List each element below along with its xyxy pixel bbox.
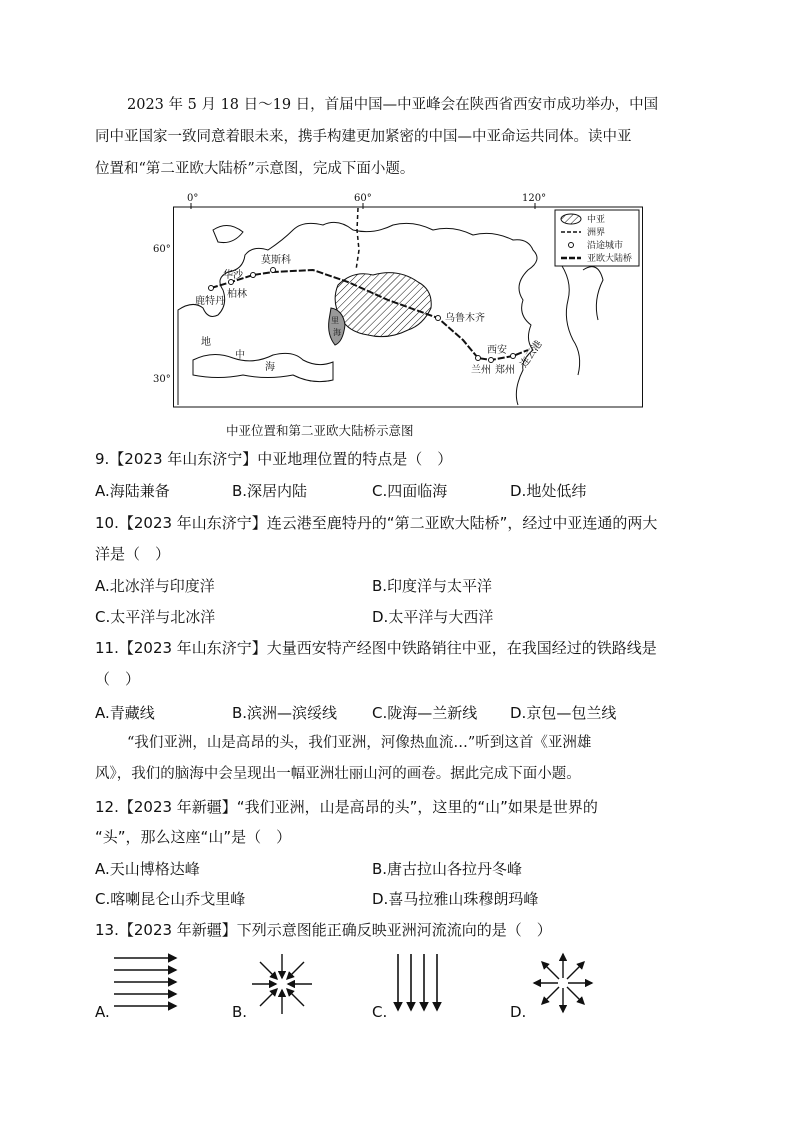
map-caption: 中亚位置和第二亚欧大陆桥示意图 bbox=[226, 423, 414, 438]
legend-label: 洲界 bbox=[587, 228, 606, 238]
q12-option-a[interactable]: A.天山博格达峰 bbox=[95, 860, 200, 878]
q11-option-c[interactable]: C.陇海—兰新线 bbox=[372, 704, 478, 722]
q9-option-d[interactable]: D.地处低纬 bbox=[510, 482, 587, 500]
q13-diagram-b bbox=[250, 952, 314, 1016]
sea-label: 海 bbox=[265, 362, 275, 373]
q10-option-b[interactable]: B.印度洋与太平洋 bbox=[372, 577, 493, 595]
q11-option-a[interactable]: A.青藏线 bbox=[95, 704, 155, 722]
q9-option-c[interactable]: C.四面临海 bbox=[372, 482, 448, 500]
city-label-zhengzhou: 郑州 bbox=[495, 365, 515, 376]
q9-option-a[interactable]: A.海陆兼备 bbox=[95, 482, 170, 500]
lon-label-0: 0° bbox=[187, 193, 199, 204]
sea-label: 中 bbox=[235, 350, 245, 361]
city-label-moscow: 莫斯科 bbox=[261, 255, 291, 266]
city-marker bbox=[436, 316, 441, 321]
intro-paragraph-line: “我们亚洲，山是高昂的头，我们亚洲，河像热血流…”听到这首《亚洲雄 bbox=[127, 735, 592, 751]
q10-option-d[interactable]: D.太平洋与大西洋 bbox=[372, 608, 494, 626]
question-11-stem-cont: （ ） bbox=[95, 670, 141, 688]
lat-label-60: 60° bbox=[153, 244, 171, 255]
q13-option-d[interactable]: D. bbox=[510, 1003, 527, 1021]
city-marker bbox=[209, 286, 214, 291]
city-label-lanzhou: 兰州 bbox=[471, 365, 491, 376]
caspian-label: 里 bbox=[331, 316, 339, 325]
city-marker bbox=[511, 354, 516, 359]
city-marker bbox=[489, 358, 494, 363]
city-marker bbox=[271, 268, 276, 273]
city-marker bbox=[476, 356, 481, 361]
intro-paragraph-line: 同中亚国家一致同意着眼未来，携手构建更加紧密的中国—中亚命运共同体。读中亚 bbox=[95, 129, 632, 145]
q11-option-b[interactable]: B.滨洲—滨绥线 bbox=[232, 704, 338, 722]
lon-label-60: 60° bbox=[354, 193, 372, 204]
question-11-stem: 11.【2023 年山东济宁】大量西安特产经图中铁路销往中亚，在我国经过的铁路线是 bbox=[95, 639, 657, 657]
legend-label: 中亚 bbox=[587, 215, 606, 225]
map-svg bbox=[153, 190, 643, 410]
legend-label: 亚欧大陆桥 bbox=[587, 254, 633, 264]
question-12-stem-cont: “头”，那么这座“山”是（ ） bbox=[95, 828, 292, 846]
central-asia-map bbox=[153, 190, 643, 410]
intro-paragraph-line: 位置和“第二亚欧大陆桥”示意图，完成下面小题。 bbox=[95, 161, 415, 177]
intro-paragraph-line: 风》，我们的脑海中会呈现出一幅亚洲壮丽山河的画卷。据此完成下面小题。 bbox=[95, 766, 581, 782]
q12-option-d[interactable]: D.喜马拉雅山珠穆朗玛峰 bbox=[372, 890, 539, 908]
q9-option-b[interactable]: B.深居内陆 bbox=[232, 482, 308, 500]
q12-option-c[interactable]: C.喀喇昆仑山乔戈里峰 bbox=[95, 890, 246, 908]
q10-option-c[interactable]: C.太平洋与北冰洋 bbox=[95, 608, 216, 626]
intro-paragraph-line: 2023 年 5 月 18 日～19 日，首届中国—中亚峰会在陕西省西安市成功举办，中国 bbox=[127, 97, 659, 113]
lon-label-120: 120° bbox=[522, 193, 547, 204]
map-legend bbox=[555, 210, 639, 266]
q13-diagram-c bbox=[392, 950, 444, 1016]
lat-label-30: 30° bbox=[153, 374, 171, 385]
city-label-lianyungang: 连云港 bbox=[518, 338, 545, 370]
q11-option-d[interactable]: D.京包—包兰线 bbox=[510, 704, 617, 722]
question-9-stem: 9.【2023 年山东济宁】中亚地理位置的特点是（ ） bbox=[95, 450, 453, 468]
q13-option-b[interactable]: B. bbox=[232, 1003, 248, 1021]
q13-option-a[interactable]: A. bbox=[95, 1003, 110, 1021]
legend-city-icon bbox=[569, 243, 574, 248]
city-label-urumqi: 乌鲁木齐 bbox=[445, 313, 485, 324]
legend-central-asia-icon bbox=[561, 214, 581, 224]
city-label-berlin: 柏林 bbox=[227, 289, 247, 300]
city-label-rotterdam: 鹿特丹 bbox=[195, 296, 225, 307]
q13-diagram-a bbox=[110, 952, 182, 1010]
city-label-warsaw: 华沙 bbox=[223, 270, 243, 281]
city-marker bbox=[251, 273, 256, 278]
q12-option-b[interactable]: B.唐古拉山各拉丹冬峰 bbox=[372, 860, 523, 878]
question-10-stem: 10.【2023 年山东济宁】连云港至鹿特丹的“第二亚欧大陆桥”，经过中亚连通的两大 bbox=[95, 514, 658, 532]
sea-label: 地 bbox=[201, 337, 211, 348]
q13-diagram-d bbox=[530, 950, 596, 1016]
question-12-stem: 12.【2023 年新疆】“我们亚洲，山是高昂的头”，这里的“山”如果是世界的 bbox=[95, 798, 598, 816]
question-10-stem-cont: 洋是（ ） bbox=[95, 545, 171, 563]
q13-option-c[interactable]: C. bbox=[372, 1003, 388, 1021]
q10-option-a[interactable]: A.北冰洋与印度洋 bbox=[95, 577, 215, 595]
legend-label: 沿途城市 bbox=[587, 241, 624, 251]
city-label-xian: 西安 bbox=[487, 345, 507, 356]
question-13-stem: 13.【2023 年新疆】下列示意图能正确反映亚洲河流流向的是（ ） bbox=[95, 921, 552, 939]
caspian-label: 海 bbox=[333, 328, 341, 337]
